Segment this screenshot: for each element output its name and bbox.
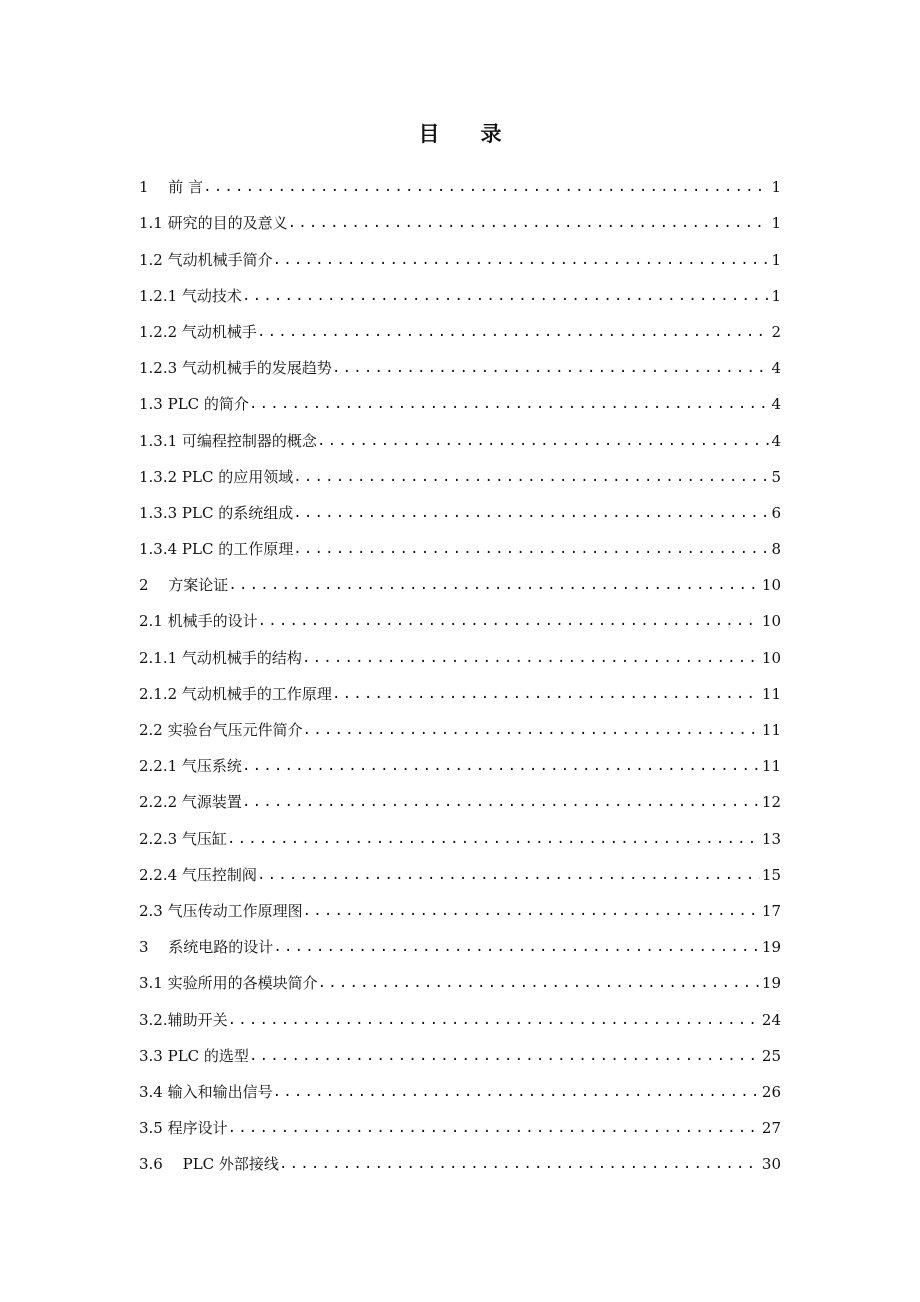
toc-entry[interactable]	[139, 162, 781, 198]
toc-entry-label: 2.1.1 气动机械手的结构	[139, 648, 302, 667]
toc-entry-page-number: 10	[761, 576, 781, 595]
toc-entry-label: 1.3.4 PLC 的工作原理	[139, 540, 294, 559]
toc-entry-page-number: 10	[761, 648, 781, 667]
toc-dot-leader	[303, 721, 760, 741]
toc-dot-leader	[317, 432, 770, 452]
toc-dot-leader	[303, 902, 760, 922]
toc-entry-page-number: 1	[771, 178, 781, 197]
toc-entry-label: 3.4 输入和输出信号	[139, 1082, 273, 1101]
toc-entry[interactable]	[139, 1139, 781, 1175]
toc-entry-page-number: 15	[761, 865, 781, 884]
toc-entry-page-number: 4	[771, 395, 781, 414]
toc-entry[interactable]	[139, 452, 781, 488]
toc-entry-label: 3.2.辅助开关	[139, 1010, 228, 1029]
toc-entry-page-number: 6	[771, 503, 781, 522]
toc-entry[interactable]	[139, 488, 781, 524]
toc-entry-label: 2.2.4 气压控制阀	[139, 865, 257, 884]
toc-entry[interactable]	[139, 777, 781, 813]
toc-entry-label: 3.3 PLC 的选型	[139, 1046, 249, 1065]
toc-entry-label: 1.2 气动机械手简介	[139, 250, 273, 269]
toc-dot-leader	[288, 214, 770, 234]
toc-entry-page-number: 1	[771, 286, 781, 305]
toc-entry-page-number: 1	[771, 214, 781, 233]
toc-dot-leader	[228, 576, 760, 596]
toc-dot-leader	[249, 395, 770, 415]
toc-dot-leader	[318, 974, 760, 994]
toc-entry-page-number: 11	[761, 757, 781, 776]
toc-entry-label: 1.2.3 气动机械手的发展趋势	[139, 359, 332, 378]
toc-entry-label: 2.2.1 气压系统	[139, 757, 242, 776]
toc-list	[139, 162, 781, 1175]
toc-entry-page-number: 11	[761, 684, 781, 703]
toc-entry-label: 2.1 机械手的设计	[139, 612, 258, 631]
toc-entry-label: 2.1.2 气动机械手的工作原理	[139, 684, 332, 703]
toc-entry[interactable]	[139, 958, 781, 994]
toc-entry-label: 3.6 PLC 外部接线	[139, 1155, 279, 1174]
toc-entry[interactable]	[139, 596, 781, 632]
toc-dot-leader	[227, 830, 760, 850]
toc-entry[interactable]	[139, 741, 781, 777]
toc-entry-label: 3 系统电路的设计	[139, 938, 274, 957]
toc-entry-label: 2.2.2 气源装置	[139, 793, 242, 812]
toc-entry-page-number: 24	[761, 1010, 781, 1029]
toc-dot-leader	[242, 793, 760, 813]
toc-entry[interactable]	[139, 198, 781, 234]
toc-dot-leader	[273, 251, 770, 271]
toc-dot-leader	[332, 359, 770, 379]
toc-dot-leader	[228, 1119, 760, 1139]
toc-entry[interactable]	[139, 632, 781, 668]
toc-dot-leader	[279, 1155, 760, 1175]
toc-entry[interactable]	[139, 524, 781, 560]
toc-entry-page-number: 12	[761, 793, 781, 812]
toc-entry-label: 2.2 实验台气压元件简介	[139, 721, 303, 739]
toc-entry-label: 2.2.3 气压缸	[139, 829, 227, 848]
toc-title: 目 录	[418, 121, 512, 146]
toc-entry[interactable]	[139, 271, 781, 307]
toc-entry-page-number: 1	[771, 250, 781, 269]
toc-entry-page-number: 17	[761, 901, 781, 920]
toc-entry-label: 1.3.1 可编程控制器的概念	[139, 431, 317, 450]
toc-entry[interactable]	[139, 343, 781, 379]
toc-entry-label: 1.3.3 PLC 的系统组成	[139, 503, 294, 522]
toc-entry-page-number: 10	[761, 612, 781, 631]
toc-entry[interactable]	[139, 922, 781, 958]
toc-entry[interactable]	[139, 379, 781, 415]
toc-dot-leader	[242, 757, 760, 777]
toc-entry-page-number: 4	[771, 359, 781, 378]
toc-entry[interactable]	[139, 234, 781, 270]
toc-dot-leader	[257, 866, 760, 886]
toc-dot-leader	[242, 287, 770, 307]
toc-entry[interactable]	[139, 1103, 781, 1139]
toc-entry-page-number: 19	[761, 974, 781, 993]
toc-entry[interactable]	[139, 1067, 781, 1103]
toc-dot-leader	[203, 178, 769, 198]
toc-dot-leader	[302, 649, 760, 669]
toc-entry-page-number: 11	[761, 721, 781, 739]
toc-dot-leader	[293, 540, 769, 560]
toc-entry-page-number: 27	[761, 1119, 781, 1138]
toc-dot-leader	[293, 468, 769, 488]
toc-entry-page-number: 4	[771, 431, 781, 450]
toc-entry-label: 1 前 言	[139, 178, 204, 197]
toc-entry-label: 1.1 研究的目的及意义	[139, 214, 288, 233]
toc-entry-page-number: 2	[771, 322, 781, 341]
toc-entry-page-number: 5	[771, 467, 781, 486]
toc-dot-leader	[332, 685, 760, 705]
toc-entry-label: 1.3 PLC 的简介	[139, 395, 249, 414]
toc-entry[interactable]	[139, 813, 781, 849]
toc-entry-label: 1.2.2 气动机械手	[139, 322, 257, 341]
toc-entry[interactable]	[139, 705, 781, 741]
toc-entry[interactable]	[139, 850, 781, 886]
toc-entry[interactable]	[139, 415, 781, 451]
toc-entry-label: 3.1 实验所用的各模块简介	[139, 974, 318, 993]
toc-entry-page-number: 8	[771, 540, 781, 559]
toc-entry-label: 2 方案论证	[139, 576, 229, 595]
toc-entry-label: 1.3.2 PLC 的应用领域	[139, 467, 294, 486]
toc-entry-page-number: 19	[761, 938, 781, 957]
toc-entry-page-number: 26	[761, 1082, 781, 1101]
toc-dot-leader	[273, 1083, 760, 1103]
toc-entry-page-number: 25	[761, 1046, 781, 1065]
toc-entry[interactable]	[139, 1031, 781, 1067]
toc-dot-leader	[293, 504, 769, 524]
toc-dot-leader	[273, 938, 760, 958]
toc-entry-page-number: 30	[761, 1155, 781, 1174]
toc-dot-leader	[228, 1011, 760, 1031]
toc-entry-label: 2.3 气压传动工作原理图	[139, 901, 303, 920]
toc-entry[interactable]	[139, 886, 781, 922]
toc-dot-leader	[249, 1047, 760, 1067]
toc-entry-label: 3.5 程序设计	[139, 1119, 228, 1138]
toc-entry-page-number: 13	[761, 829, 781, 848]
toc-entry[interactable]	[139, 307, 781, 343]
toc-entry[interactable]	[139, 994, 781, 1030]
toc-entry[interactable]	[139, 669, 781, 705]
toc-entry[interactable]	[139, 560, 781, 596]
toc-dot-leader	[258, 612, 760, 632]
toc-dot-leader	[257, 323, 770, 343]
toc-entry-label: 1.2.1 气动技术	[139, 286, 242, 305]
